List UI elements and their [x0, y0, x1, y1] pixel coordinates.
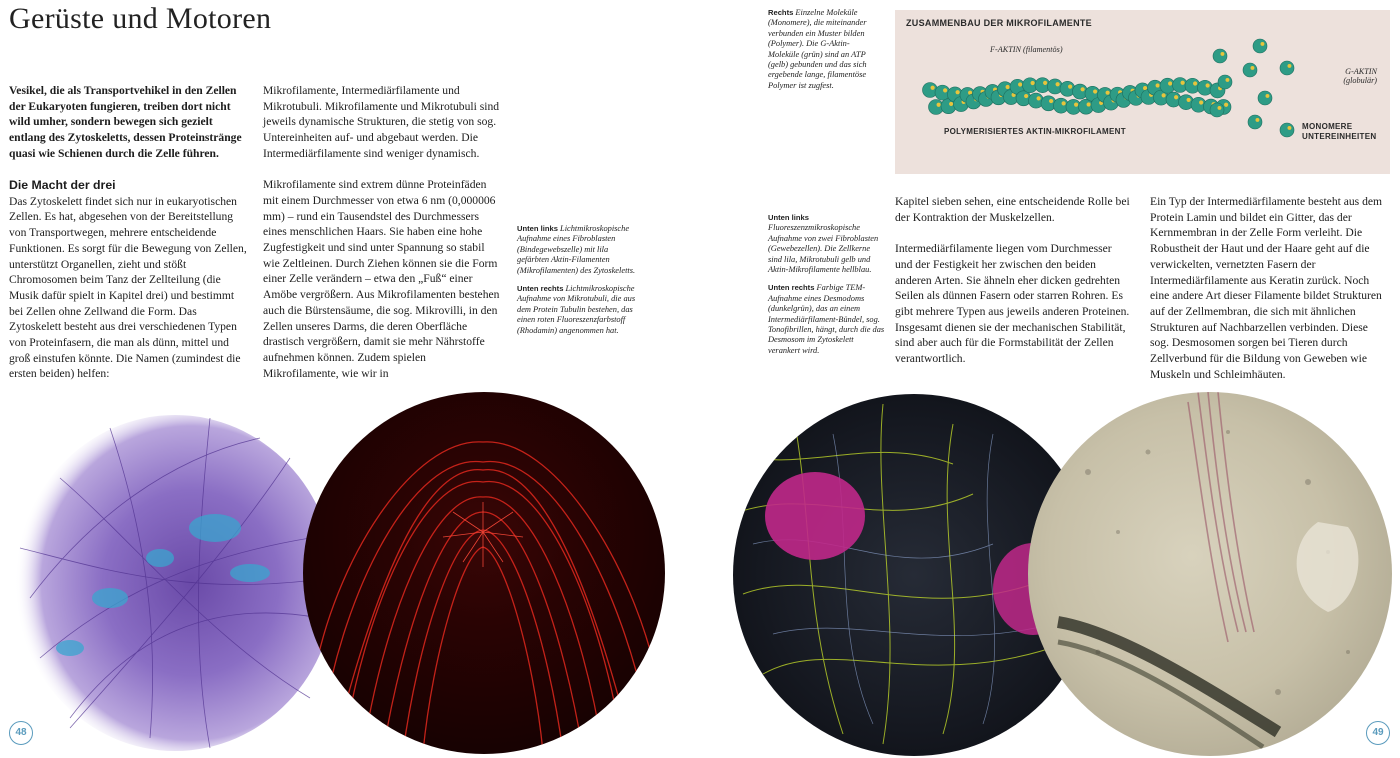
- diagram-title: ZUSAMMENBAU DER MIKROFILAMENTE: [906, 18, 1092, 28]
- column-2-para-2: Mikrofilamente sind extrem dünne Proteinfäden mit einem Durchmesser von etwa 6 nm (0,000006 mm) – rund ein Tausendstel des Durchmessers eines menschlichen Haars. Sie haben eine hohe Zugfestigkeit und sind unter Spannung so stabil wie Zeltleinen. Durch Ziehen können sie die Form einer Zelle verändern – etwa den „Fuß“ einer Amöbe vergrößern. Aus Mikrofilamenten bestehen auch die Bürstensäume, die sog. Mikrovilli, in den Zellen unseres Darms, die deren Oberfläche drastisch vergrößern, damit sie mehr Nährstoffe aufnehmen können. Zudem spielen Mikrofilamente, wie wir in: [263, 178, 500, 380]
- atp-dot: [1024, 94, 1028, 98]
- actin-monomer: [1213, 49, 1227, 63]
- atp-dot: [1081, 87, 1085, 91]
- atp-dot: [1043, 81, 1047, 85]
- actin-monomer: [1280, 61, 1294, 75]
- atp-dot: [1093, 89, 1097, 93]
- atp-dot: [1181, 81, 1185, 85]
- actin-monomer: [1280, 123, 1294, 137]
- caption-desmosome: Unten rechts Farbige TEM-Aufnahme eines Desmodoms (dunkelgrün), das an einem Intermediärfilament-Bündel, sog. Tonofibrillen, hängt, durch die das Desmosom im Zytoskelett verankert wird.: [768, 283, 885, 355]
- g-actin-label: G-AKTIN (globulär): [1343, 67, 1377, 85]
- column-4-text: Ein Typ der Intermediärfilamente besteht aus dem Protein Lamin und bildet ein Gitter, das der Kernmembran in der Zelle Form verleiht. Die Robustheit der Haut und der Haare geht auf die verwickelten, vernetzten Fasern der Intermediärfilamente aus Keratin zurück. Noch eine andere Art dieser Filamente bildet Strukturen auf der Zellmembran, die sich mit ähnlichen Strukturen auf Nachbarzellen verbinden. Diese sog. Desmosomen sorgen bei Tieren durch Zellverbund für die Bildung von Geweben wie Muskeln und Schleimhäuten.: [1150, 195, 1383, 381]
- atp-dot: [1087, 102, 1091, 106]
- atp-dot: [1049, 99, 1053, 103]
- atp-dot: [1074, 103, 1078, 107]
- column-2: [263, 83, 503, 381]
- caption-bottom-right: Unten rechts Lichtmikroskopische Aufnahme von Mikrotubuli, die aus dem Protein Tubulin bestehen, das einen roten Fluoreszenzfarbstoff (Rhodamin) angenommen hat.: [517, 284, 636, 335]
- page-number-left: 48: [9, 721, 33, 745]
- atp-dot: [1224, 103, 1228, 107]
- column-3: [895, 194, 1131, 367]
- atp-dot: [1265, 94, 1269, 98]
- caption-fibroblasts: Unten links Fluoreszenzmikroskopische Aufnahme von zwei Fibroblasten (Gewebezellen). Die Zellkerne sind lila, Mikrotubuli gelb und Aktin-Mikrofilamente hellblau.: [768, 213, 879, 275]
- atp-dot: [1168, 81, 1172, 85]
- atp-dot: [1056, 82, 1060, 86]
- atp-dot: [937, 103, 941, 107]
- column-4: [1150, 194, 1388, 382]
- page-number-right: 49: [1366, 721, 1390, 745]
- atp-dot: [956, 90, 960, 94]
- caption-top-right: Rechts Einzelne Moleküle (Monomere), die miteinander verbunden ein Muster bilden (Polymer). Die G-Aktin-Moleküle (grün) sind an ATP (gelb) gebunden und das sich ergebende lange, filamentöse Polymer ist zugfest.: [768, 8, 867, 90]
- atp-dot: [1106, 91, 1110, 95]
- atp-dot: [1287, 64, 1291, 68]
- column-2-para-1: Mikrofilamente, Intermediärfilamente und Mikrotubuli. Mikrofilamente und Mikrotubuli sind jeweils dynamische Strukturen, die stetig von sog. Untereinheiten auf- und abgebaut werden. Die Intermediärfilamente sind weniger dynamisch.: [263, 84, 500, 160]
- atp-dot: [1031, 81, 1035, 85]
- actin-diagram: [895, 10, 1390, 174]
- polymer-label: POLYMERISIERTES AKTIN-MIKROFILAMENT: [944, 127, 1126, 136]
- atp-dot: [1225, 78, 1229, 82]
- column-1: [9, 178, 249, 382]
- column-1-text: Das Zytoskelett findet sich nur in eukaryotischen Zellen. Es hat, abgesehen von der Bereitstellung von Transportwegen, mehrere entscheidende Funktionen. Es sorgt für die Bewegung von Zellen, unterstützt Organellen, zieht und stößt Chromosomen beim Tanz der Zellteilung (die Musik dafür spielt in Kapitel drei) und bestimmt bei Zellen ohne Zellwand die Form. Das Zytoskelett besteht aus drei verschiedenen Typen von Proteinfasern, die man als dünn, mittel und groß einstufen könnte. Die Namen (zumindest die ersten beiden) helfen:: [9, 194, 247, 381]
- atp-dot: [1220, 52, 1224, 56]
- fibroblast-image: [10, 398, 340, 754]
- actin-monomer: [1210, 103, 1224, 117]
- atp-dot: [1037, 96, 1041, 100]
- tem-desmosome-image: [1028, 392, 1392, 756]
- captions-right: [768, 213, 886, 364]
- atp-dot: [1174, 95, 1178, 99]
- page-title: Gerüste und Motoren: [9, 2, 272, 35]
- lead-paragraph: Vesikel, die als Transportvehikel in den Zellen der Eukaryoten fungieren, treiben dort nicht wild umher, sondern bewegen sich gezielt entlang des Zytoskeletts, dessen Proteinstränge quasi wie Schienen durch die Zelle führen.: [9, 84, 242, 160]
- atp-dot: [1260, 42, 1264, 46]
- actin-monomer: [1243, 63, 1257, 77]
- atp-dot: [1217, 106, 1221, 110]
- atp-dot: [1193, 81, 1197, 85]
- atp-dot: [1250, 66, 1254, 70]
- atp-dot: [1006, 85, 1010, 89]
- actin-monomer: [1248, 115, 1262, 129]
- monomer-label: MONOMERE UNTEREINHEITEN: [1302, 122, 1377, 141]
- microtubules-image: [303, 392, 665, 754]
- atp-dot: [1206, 83, 1210, 87]
- atp-dot: [949, 102, 953, 106]
- actin-monomer: [1258, 91, 1272, 105]
- f-actin-label: F-AKTIN (filamentös): [990, 45, 1063, 54]
- atp-dot: [931, 86, 935, 90]
- atp-dot: [1162, 93, 1166, 97]
- atp-dot: [1187, 98, 1191, 102]
- actin-filament-drawing: [895, 10, 1390, 174]
- caption-bottom-left: Unten links Lichtmikroskopische Aufnahme eines Fibroblasten (Bindegewebszelle) mit lila gefärbten Aktin-Filamenten (Mikrofilamenten) des Zytoskeletts.: [517, 224, 636, 275]
- atp-dot: [1062, 101, 1066, 105]
- atp-dot: [1287, 126, 1291, 130]
- actin-monomer: [1218, 75, 1232, 89]
- captions-left: [517, 224, 637, 344]
- column-3-para-2: Intermediärfilamente liegen vom Durchmesser und der Festigkeit her zwischen den beiden anderen Arten. Sie ähneln eher dicken gedrehten Seilen als dünnen Fasern oder starren Rohren. Es gibt mehrere Typen aus jeweils anderen Proteinen. Insgesamt dienen sie der mechanischen Stabilität, sind aber auch für die Formstabilität der Zellen verantwortlich.: [895, 242, 1130, 366]
- atp-dot: [1255, 118, 1259, 122]
- atp-dot: [1068, 84, 1072, 88]
- atp-dot: [943, 88, 947, 92]
- section-heading: Die Macht der drei: [9, 178, 116, 192]
- actin-monomer: [1253, 39, 1267, 53]
- atp-dot: [1018, 82, 1022, 86]
- atp-dot: [1199, 100, 1203, 104]
- column-3-para-1: Kapitel sieben sehen, eine entscheidende Rolle bei der Kontraktion der Muskelzellen.: [895, 195, 1130, 224]
- atp-dot: [1156, 83, 1160, 87]
